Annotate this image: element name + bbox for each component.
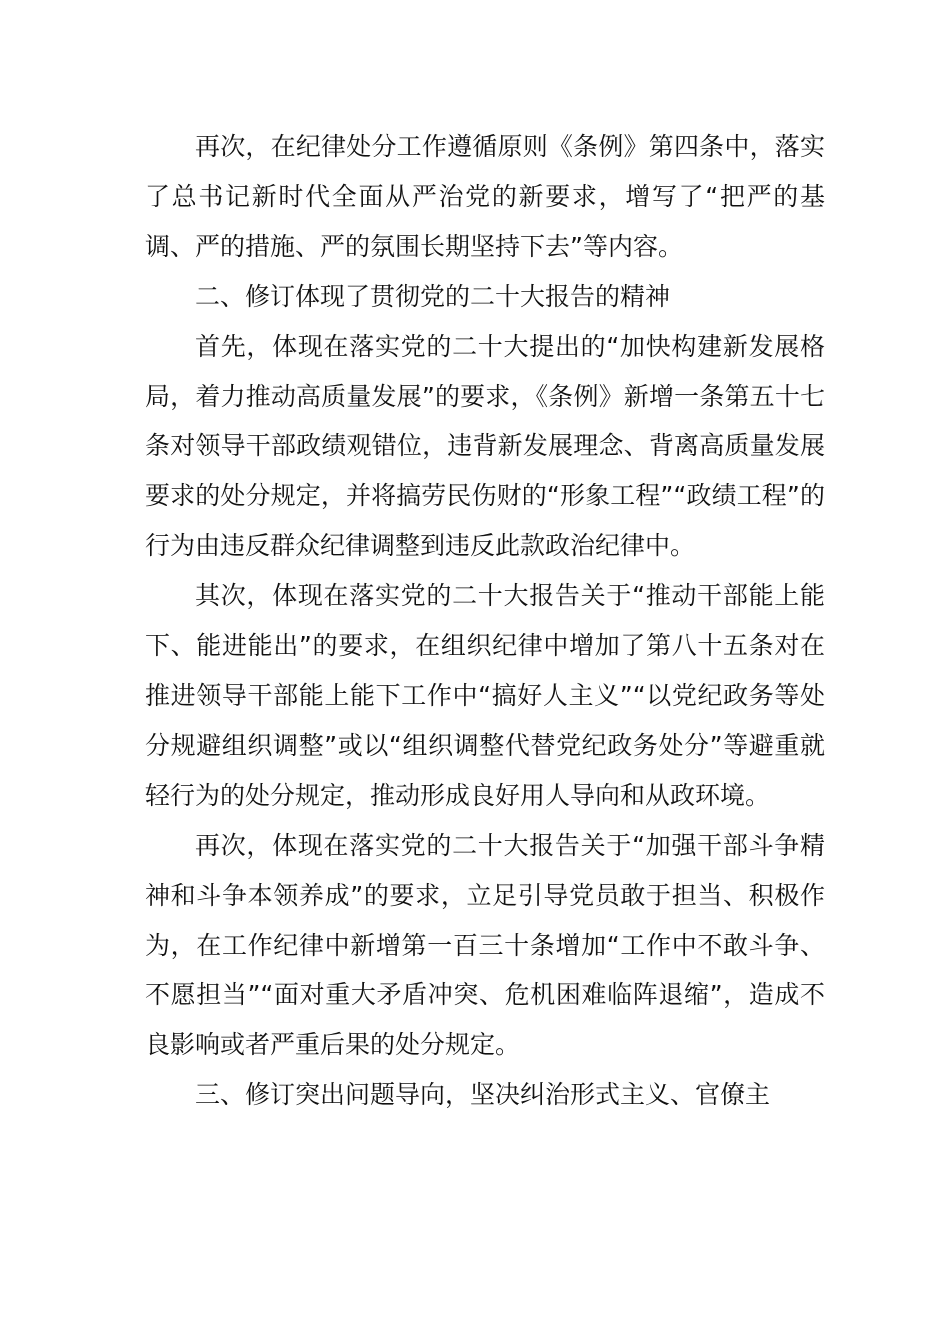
paragraph-first-development: 首先，体现在落实党的二十大提出的“加快构建新发展格局，着力推动高质量发展”的要求，《条例》新增一条第五十七条对领导干部政绩观错位，违背新发展理念、背离高质量发展要求的处分规定，并将搞劳民伤财的“形象工程”“政绩工程”的行为由违反群众纪律调整到违反此款政治纪律中。 [145, 331, 825, 561]
paragraph-third-struggle: 再次，体现在落实党的二十大报告关于“加强干部斗争精神和斗争本领养成”的要求，立足引导党员敢于担当、积极作为，在工作纪律中新增第一百三十条增加“工作中不敢斗争、不愿担当”“面对重大矛盾冲突、危机困难临阵退缩”，造成不良影响或者严重后果的处分规定。 [145, 830, 825, 1060]
section-heading-three: 三、修订突出问题导向，坚决纠治形式主义、官僚主 [195, 1080, 771, 1110]
document-body [145, 122, 825, 1120]
paragraph-discipline-principles: 再次，在纪律处分工作遵循原则《条例》第四条中，落实了总书记新时代全面从严治党的新要求，增写了“把严的基调、严的措施、严的氛围长期坚持下去”等内容。 [145, 132, 825, 261]
section-heading-two: 二、修订体现了贯彻党的二十大报告的精神 [195, 281, 671, 311]
paragraph-second-cadres: 其次，体现在落实党的二十大报告关于“推动干部能上能下、能进能出”的要求，在组织纪律中增加了第八十五条对在推进领导干部能上能下工作中“搞好人主义”“以党纪政务等处分规避组织调整”或以“组织调整代替党纪政务处分”等避重就轻行为的处分规定，推动形成良好用人导向和从政环境。 [145, 581, 825, 810]
